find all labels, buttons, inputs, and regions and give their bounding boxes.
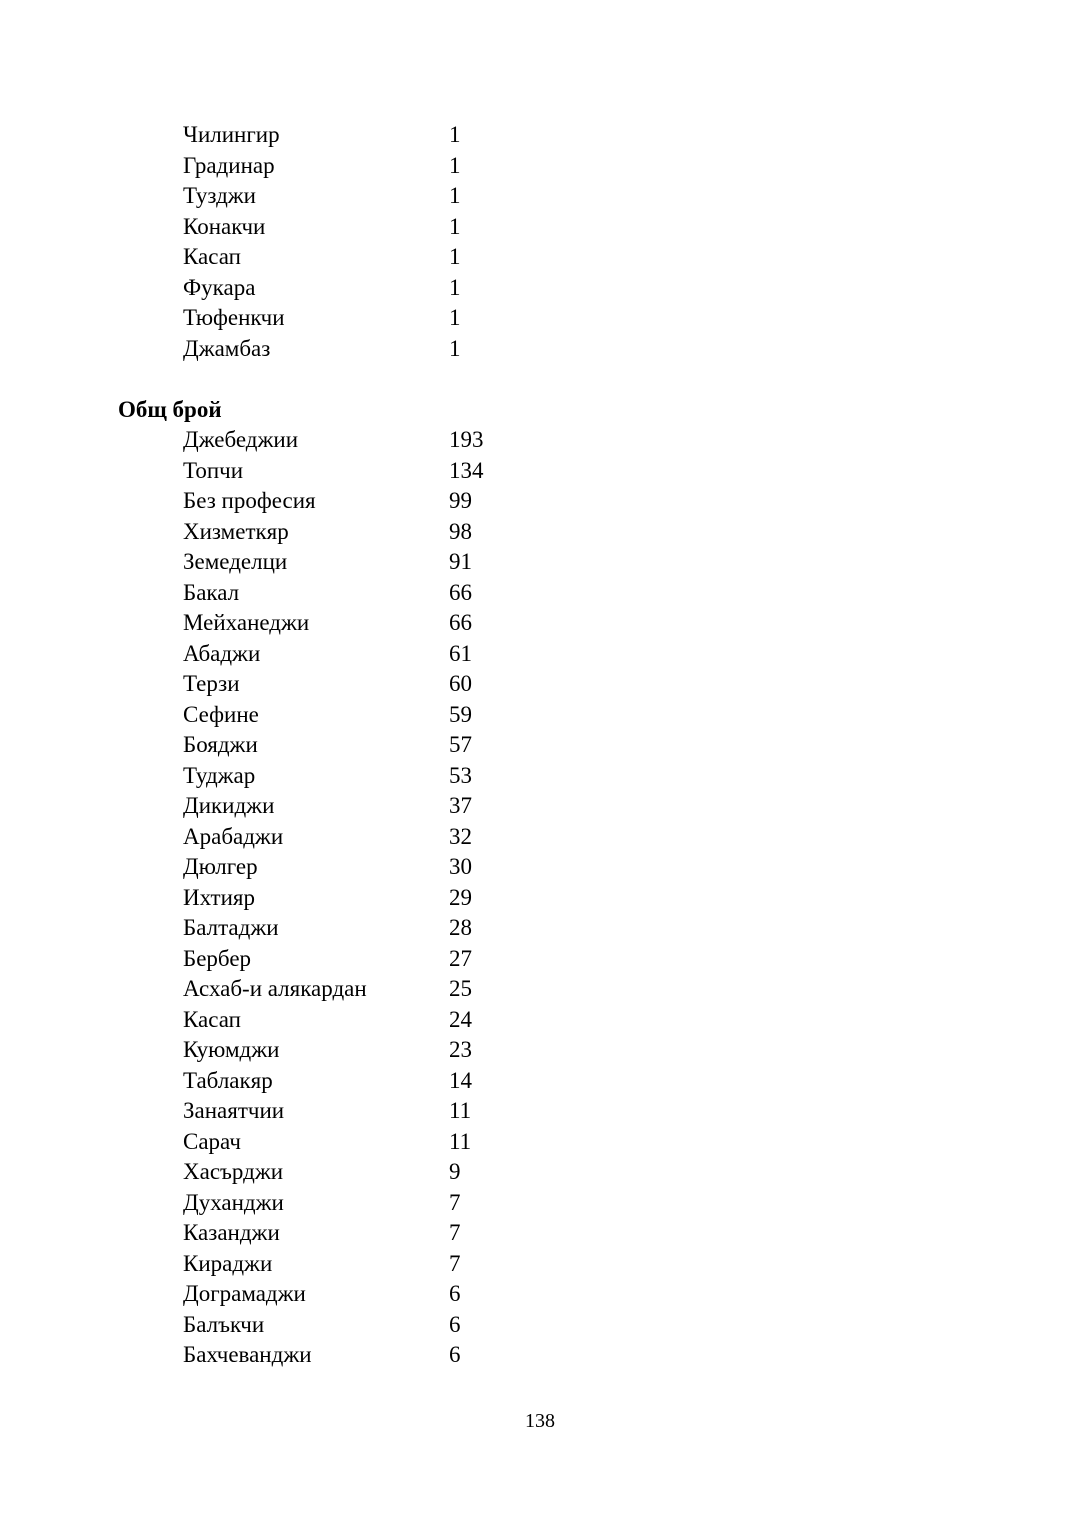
- occupation-name: Бакал: [183, 579, 240, 605]
- list-row: [0, 486, 1080, 517]
- list-row: [0, 181, 1080, 212]
- occupation-name: Асхаб-и алякардан: [183, 976, 367, 1001]
- list-row: [0, 517, 1080, 548]
- occupation-count: 1: [449, 335, 461, 361]
- list-row: [0, 700, 1080, 731]
- occupation-name: Балъкчи: [183, 1311, 265, 1337]
- occupation-count: 57: [449, 732, 472, 757]
- occupation-name: Духанджи: [183, 1189, 284, 1215]
- occupation-count: 7: [449, 1220, 461, 1245]
- occupation-count: 1: [449, 305, 461, 330]
- list-row: [0, 242, 1080, 273]
- occupation-name: Дикиджи: [183, 793, 275, 818]
- list-row: [0, 730, 1080, 761]
- list-row: [0, 1096, 1080, 1127]
- list-row: [0, 1127, 1080, 1158]
- occupation-name: Конакчи: [183, 213, 266, 239]
- occupation-count: 6: [449, 1342, 461, 1367]
- list-row: [0, 669, 1080, 700]
- occupation-name: Топчи: [183, 457, 244, 483]
- occupation-count: 28: [449, 915, 472, 940]
- occupation-name: Бояджи: [183, 732, 258, 757]
- occupation-count: 53: [449, 762, 472, 788]
- occupation-name: Куюмджи: [183, 1037, 280, 1062]
- list-row: [0, 1310, 1080, 1341]
- list-row: [0, 1035, 1080, 1066]
- occupation-name: Ихтияр: [183, 884, 255, 910]
- occupation-count: 61: [449, 640, 472, 666]
- occupation-name: Кираджи: [183, 1250, 273, 1276]
- occupation-name: Касап: [183, 1006, 241, 1032]
- page-number: 138: [525, 1410, 555, 1432]
- occupation-count: 59: [449, 701, 472, 727]
- occupation-count: 1: [449, 213, 461, 239]
- occupation-count: 98: [449, 518, 472, 544]
- occupation-name: Абаджи: [183, 640, 261, 666]
- list-row: [0, 151, 1080, 182]
- list-row: [0, 822, 1080, 853]
- occupation-count: 32: [449, 823, 472, 849]
- list-row: [0, 303, 1080, 334]
- list-row: [0, 913, 1080, 944]
- occupation-count: 66: [449, 610, 472, 635]
- list-row: [0, 1218, 1080, 1249]
- list-row: [0, 334, 1080, 365]
- upper-list: [0, 120, 1080, 364]
- occupation-name: Балтаджи: [183, 915, 279, 940]
- occupation-count: 1: [449, 152, 461, 178]
- occupation-count: 27: [449, 945, 472, 971]
- occupation-name: Фукара: [183, 274, 256, 300]
- list-row: [0, 1005, 1080, 1036]
- occupation-count: 24: [449, 1006, 472, 1032]
- occupation-count: 134: [449, 457, 484, 483]
- list-row: [0, 944, 1080, 975]
- occupation-count: 1: [449, 274, 461, 300]
- occupation-count: 6: [449, 1311, 461, 1337]
- occupation-name: Сарач: [183, 1128, 241, 1154]
- occupation-name: Дюлгер: [183, 854, 258, 879]
- occupation-name: Терзи: [183, 671, 240, 696]
- occupation-name: Джебеджии: [183, 427, 298, 452]
- list-row: [0, 883, 1080, 914]
- list-row: [0, 120, 1080, 151]
- occupation-name: Касап: [183, 244, 241, 269]
- occupation-count: 7: [449, 1189, 461, 1215]
- occupation-count: 30: [449, 854, 472, 879]
- occupation-name: Казанджи: [183, 1220, 280, 1245]
- occupation-count: 1: [449, 183, 461, 208]
- occupation-count: 193: [449, 427, 484, 452]
- occupation-count: 1: [449, 122, 461, 147]
- occupation-count: 11: [449, 1128, 472, 1154]
- list-row: [0, 547, 1080, 578]
- list-row: [0, 212, 1080, 243]
- list-row: [0, 425, 1080, 456]
- occupation-count: 9: [449, 1159, 461, 1184]
- occupation-name: Хизметкяр: [183, 518, 289, 544]
- list-row: [0, 852, 1080, 883]
- occupation-name: Мейханеджи: [183, 610, 310, 635]
- list-row: [0, 1066, 1080, 1097]
- occupation-name: Без професия: [183, 488, 316, 513]
- occupation-name: Бахчеванджи: [183, 1342, 312, 1367]
- occupation-name: Бербер: [183, 945, 252, 971]
- occupation-count: 7: [449, 1250, 461, 1276]
- list-row: [0, 1279, 1080, 1310]
- occupation-count: 14: [449, 1067, 472, 1093]
- occupation-name: Тузджи: [183, 183, 256, 208]
- occupation-count: 60: [449, 671, 472, 696]
- list-row: [0, 1157, 1080, 1188]
- list-row: [0, 639, 1080, 670]
- list-row: [0, 456, 1080, 487]
- list-row: [0, 578, 1080, 609]
- occupation-count: 99: [449, 488, 472, 513]
- occupation-count: 91: [449, 549, 472, 574]
- list-row: [0, 761, 1080, 792]
- occupation-name: Тюфенкчи: [183, 305, 285, 330]
- occupation-name: Туджар: [183, 762, 256, 788]
- occupation-name: Земеделци: [183, 549, 288, 574]
- occupation-count: 1: [449, 244, 461, 269]
- occupation-count: 23: [449, 1037, 472, 1062]
- list-row: [0, 1340, 1080, 1371]
- occupation-count: 11: [449, 1098, 472, 1123]
- list-row: [0, 791, 1080, 822]
- occupation-name: Таблакяр: [183, 1067, 273, 1093]
- occupation-count: 6: [449, 1281, 461, 1306]
- occupation-count: 37: [449, 793, 472, 818]
- list-row: [0, 608, 1080, 639]
- list-row: [0, 974, 1080, 1005]
- occupation-count: 66: [449, 579, 472, 605]
- occupation-count: 25: [449, 976, 472, 1001]
- occupation-name: Градинар: [183, 152, 275, 178]
- list-row: [0, 1188, 1080, 1219]
- occupation-name: Сефине: [183, 701, 259, 727]
- list-row: [0, 273, 1080, 304]
- occupation-name: Чилингир: [183, 122, 280, 147]
- occupation-name: Занаятчии: [183, 1098, 285, 1123]
- section-heading: Общ брой: [118, 397, 222, 422]
- occupation-name: Хасърджи: [183, 1159, 284, 1184]
- occupation-name: Джамбаз: [183, 335, 271, 361]
- total-list: [0, 425, 1080, 1371]
- list-row: [0, 1249, 1080, 1280]
- occupation-name: Арабаджи: [183, 823, 284, 849]
- occupation-name: Дограмаджи: [183, 1281, 306, 1306]
- occupation-count: 29: [449, 884, 472, 910]
